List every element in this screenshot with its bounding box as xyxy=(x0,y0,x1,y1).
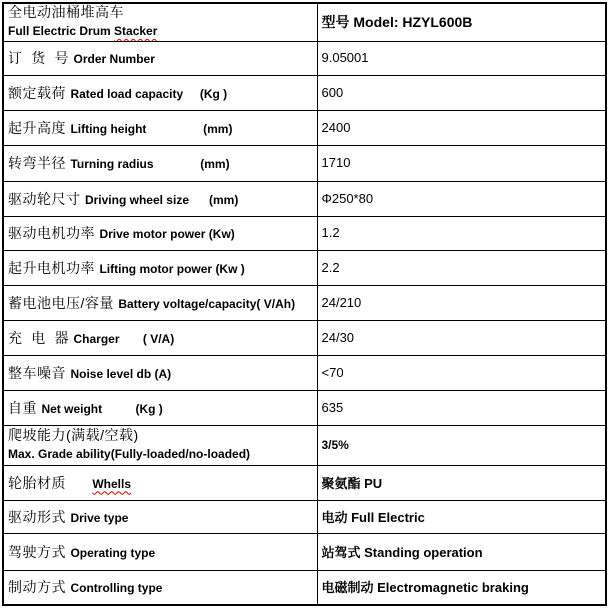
spec-label-en: Drive motor power (Kw) xyxy=(99,227,235,241)
spec-label-cn: 全电动油桶堆高车 xyxy=(8,4,124,21)
spec-value: Φ250*80 xyxy=(321,190,374,206)
spec-label-cell xyxy=(3,41,317,75)
spec-label-cell xyxy=(3,533,317,570)
spec-value: 站驾式 Standing operation xyxy=(321,544,483,560)
spec-table xyxy=(2,2,607,606)
spec-label-en: Noise level db (A) xyxy=(70,366,172,381)
spec-label-cell xyxy=(3,216,317,250)
spec-value-cell xyxy=(317,41,606,75)
spec-label-en: Order Number xyxy=(73,52,155,66)
spec-label-cn: 整车噪音 xyxy=(8,364,66,381)
spec-label-cn: 蓄电池电压/容量 xyxy=(8,294,114,311)
table-row-controlling-type xyxy=(3,570,606,605)
table-row-lifting-motor-power xyxy=(3,250,606,285)
table-row-turning-radius xyxy=(3,145,606,181)
spec-label-en: Controlling type xyxy=(70,581,163,596)
spec-label-cell xyxy=(3,181,317,216)
spec-label-en: Lifting motor power (Kw ) xyxy=(99,261,245,276)
spec-label-en: Driving wheel size (mm) xyxy=(84,192,239,207)
spec-label-cell xyxy=(3,465,317,500)
spec-label-cell xyxy=(3,3,317,41)
spec-label-cell xyxy=(3,110,317,145)
spec-label-cell xyxy=(3,250,317,285)
spec-label-cell xyxy=(3,75,317,110)
spec-label-cell xyxy=(3,425,317,465)
spec-label-en: Drive type xyxy=(70,510,129,525)
spec-value-cell xyxy=(317,285,606,320)
spec-label-cell xyxy=(3,390,317,425)
spec-label-en: Full Electric Drum xyxy=(8,23,115,38)
spec-value: 1710 xyxy=(321,155,351,170)
spec-label-cn: 额定载荷 xyxy=(8,84,66,101)
spec-label-cn: 转弯半径 xyxy=(8,155,66,171)
spec-value-cell xyxy=(317,181,606,216)
spec-label-cell xyxy=(3,145,317,181)
spec-value-cell xyxy=(317,355,606,390)
spec-label-cell xyxy=(3,355,317,390)
spec-value: 电磁制动 Electromagnetic braking xyxy=(321,580,529,596)
table-row-product xyxy=(3,3,606,41)
spec-label-cell xyxy=(3,500,317,533)
spec-value-cell xyxy=(317,425,606,465)
spec-label-cn: 起升高度 xyxy=(8,119,66,136)
spec-label-en: Net weight (Kg ) xyxy=(41,401,163,416)
table-row-noise-level xyxy=(3,355,606,390)
spec-label-cn: 轮胎材质 xyxy=(8,474,93,491)
spec-value-cell xyxy=(317,500,606,533)
spec-value-cell xyxy=(317,570,606,605)
table-row-battery-voltage-capacity xyxy=(3,285,606,320)
spec-label-en: Charger ( V/A) xyxy=(73,331,175,346)
table-row-drive-type xyxy=(3,500,606,533)
spec-value-cell xyxy=(317,75,606,110)
spec-value: 3/5% xyxy=(321,438,349,452)
table-row-drive-motor-power xyxy=(3,216,606,250)
spec-value-cell xyxy=(317,250,606,285)
spec-value: 9.05001 xyxy=(321,50,369,65)
spec-value: 电动 Full Electric xyxy=(321,509,425,525)
spec-label-cn: 订 货 号 xyxy=(8,50,70,66)
spec-label-cn: 驱动电机功率 xyxy=(8,225,95,241)
spec-label-en: Operating type xyxy=(70,545,156,560)
table-row-driving-wheel-size xyxy=(3,181,606,216)
spec-value-cell xyxy=(317,110,606,145)
spec-label-cn: 充 电 器 xyxy=(8,329,70,346)
spec-label-en: Turning radius (mm) xyxy=(70,157,230,171)
spec-value: <70 xyxy=(321,364,344,380)
table-row-net-weight xyxy=(3,390,606,425)
spec-label-misspelled-word: Whells xyxy=(92,476,132,491)
spec-value: 聚氨酯 PU xyxy=(321,475,383,491)
table-row-rated-load xyxy=(3,75,606,110)
spec-value-cell xyxy=(317,320,606,355)
spec-label-cn: 驾驶方式 xyxy=(8,543,66,560)
spec-label-misspelled-word: Stacker xyxy=(114,23,158,38)
spec-value-cell xyxy=(317,390,606,425)
spec-label-cn: 驱动轮尺寸 xyxy=(8,190,81,207)
spec-label-cn: 起升电机功率 xyxy=(8,259,95,276)
table-row-operating-type xyxy=(3,533,606,570)
table-row-grade-ability xyxy=(3,425,606,465)
spec-label-en: Max. Grade ability(Fully-loaded/no-loaded) xyxy=(8,446,251,461)
spec-value: 型号 Model: HZYL600B xyxy=(321,14,473,31)
spec-label-cn: 自重 xyxy=(8,399,37,416)
spec-value: 2400 xyxy=(321,119,351,135)
spec-label-cell xyxy=(3,570,317,605)
spec-label-en: Rated load capacity (Kg ) xyxy=(70,86,228,101)
spec-value-cell xyxy=(317,533,606,570)
spec-label-cell xyxy=(3,285,317,320)
spec-value: 1.2 xyxy=(321,225,340,240)
spec-value-cell xyxy=(317,465,606,500)
spec-label-cn: 驱动形式 xyxy=(8,508,66,525)
spec-label-en: Battery voltage/capacity( V/Ah) xyxy=(118,296,296,311)
spec-label-en: Lifting height (mm) xyxy=(70,121,233,136)
spec-value-cell xyxy=(317,216,606,250)
table-row-wheel-material xyxy=(3,465,606,500)
table-row-lifting-height xyxy=(3,110,606,145)
table-row-charger xyxy=(3,320,606,355)
spec-value: 600 xyxy=(321,84,344,100)
spec-label-cn: 爬坡能力(满载/空载) xyxy=(8,427,139,444)
table-row-order-number xyxy=(3,41,606,75)
spec-label-cell xyxy=(3,320,317,355)
spec-value: 24/210 xyxy=(321,294,362,310)
spec-value-cell xyxy=(317,3,606,41)
spec-value: 24/30 xyxy=(321,329,355,345)
spec-value: 635 xyxy=(321,399,344,415)
spec-label-cn: 制动方式 xyxy=(8,579,66,596)
spec-value: 2.2 xyxy=(321,259,340,275)
spec-value-cell xyxy=(317,145,606,181)
